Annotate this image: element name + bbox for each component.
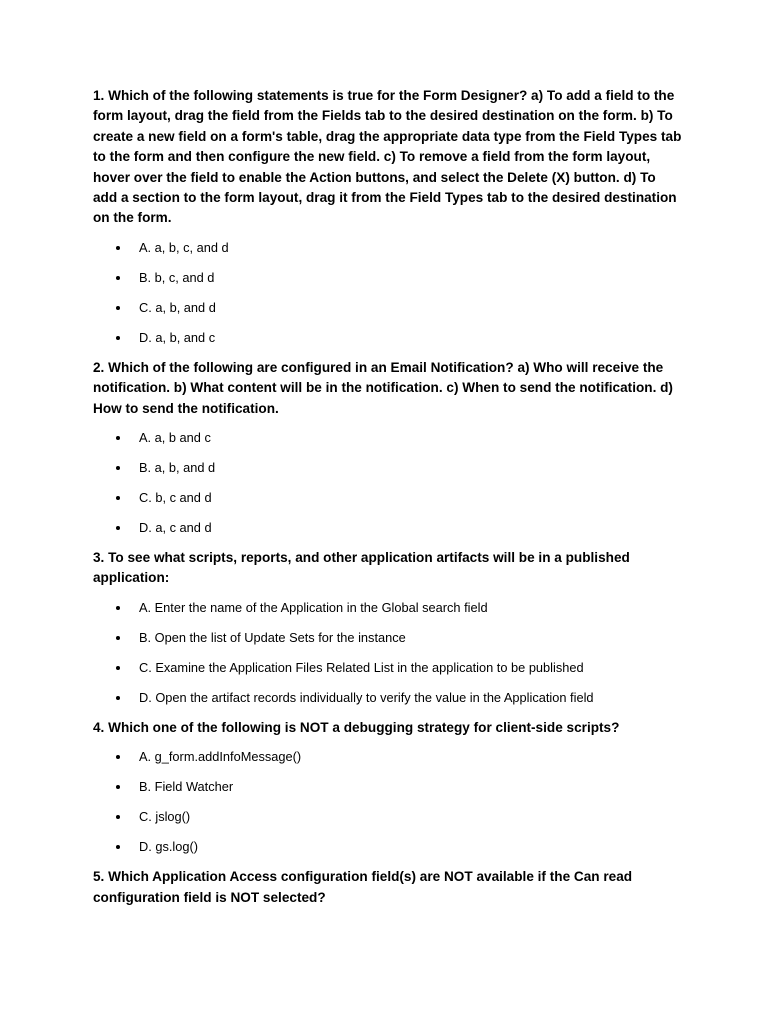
option-list [93, 428, 683, 538]
option-text: B. b, c, and d [139, 269, 215, 285]
document-page [93, 86, 683, 917]
list-item [93, 488, 683, 508]
bullet-icon [116, 466, 120, 470]
question-4 [93, 718, 683, 857]
option-text: C. a, b, and d [139, 299, 216, 315]
question-text: 3. To see what scripts, reports, and other application artifacts will be in a published application: [93, 550, 630, 586]
question-3 [93, 548, 683, 708]
option-text: A. a, b and c [139, 430, 211, 446]
bullet-icon [116, 845, 120, 849]
list-item [93, 688, 683, 708]
list-item [93, 458, 683, 478]
list-item [93, 328, 683, 348]
option-text: A. g_form.addInfoMessage() [139, 749, 302, 765]
option-text: C. b, c and d [139, 490, 212, 506]
list-item [93, 428, 683, 448]
option-list [93, 598, 683, 708]
list-item [93, 598, 683, 618]
question-text: 2. Which of the following are configured in an Email Notification? a) Who will receive the notification. b) What content will be in the notification. c) When to send the notification. d) How to send the notification. [93, 359, 673, 416]
bullet-icon [116, 276, 120, 280]
bullet-icon [116, 606, 120, 610]
bullet-icon [116, 815, 120, 819]
list-item [93, 807, 683, 827]
list-item [93, 777, 683, 797]
list-item [93, 518, 683, 538]
list-item [93, 837, 683, 857]
question-1 [93, 86, 683, 348]
question-text: 4. Which one of the following is NOT a debugging strategy for client-side scripts? [93, 719, 620, 735]
option-text: B. Field Watcher [139, 779, 234, 795]
bullet-icon [116, 496, 120, 500]
option-list [93, 747, 683, 857]
bullet-icon [116, 755, 120, 759]
bullet-icon [116, 666, 120, 670]
bullet-icon [116, 785, 120, 789]
bullet-icon [116, 436, 120, 440]
option-text: D. a, b, and c [139, 329, 216, 345]
option-text: D. gs.log() [139, 839, 199, 855]
option-text: B. Open the list of Update Sets for the instance [139, 629, 406, 645]
list-item [93, 298, 683, 318]
bullet-icon [116, 306, 120, 310]
bullet-icon [116, 246, 120, 250]
bullet-icon [116, 526, 120, 530]
bullet-icon [116, 336, 120, 340]
bullet-icon [116, 636, 120, 640]
question-2 [93, 358, 683, 538]
question-5 [93, 867, 683, 908]
question-text: 5. Which Application Access configuration field(s) are NOT available if the Can read configuration field is NOT selected? [93, 869, 633, 905]
question-text: 1. Which of the following statements is true for the Form Designer? a) To add a field to the form layout, drag the field from the Fields tab to the desired destination on the form. b) To create a new field on a form's table, drag the appropriate data type from the Field Types tab to the form and then configure the new field. c) To remove a field from the form layout, hover over the field to enable the Action buttons, and select the Delete (X) button. d) To add a section to the form layout, drag it from the Field Types tab to the desired destination on the form. [93, 88, 682, 226]
option-text: A. Enter the name of the Application in the Global search field [139, 599, 488, 615]
option-text: D. a, c and d [139, 520, 212, 536]
bullet-icon [116, 696, 120, 700]
option-list [93, 238, 683, 348]
option-text: C. jslog() [139, 809, 191, 825]
list-item [93, 747, 683, 767]
list-item [93, 268, 683, 288]
option-text: A. a, b, c, and d [139, 239, 229, 255]
option-text: C. Examine the Application Files Related List in the application to be published [139, 659, 584, 675]
list-item [93, 658, 683, 678]
list-item [93, 628, 683, 648]
option-text: B. a, b, and d [139, 460, 216, 476]
list-item [93, 238, 683, 258]
option-text: D. Open the artifact records individually to verify the value in the Application field [139, 689, 594, 705]
